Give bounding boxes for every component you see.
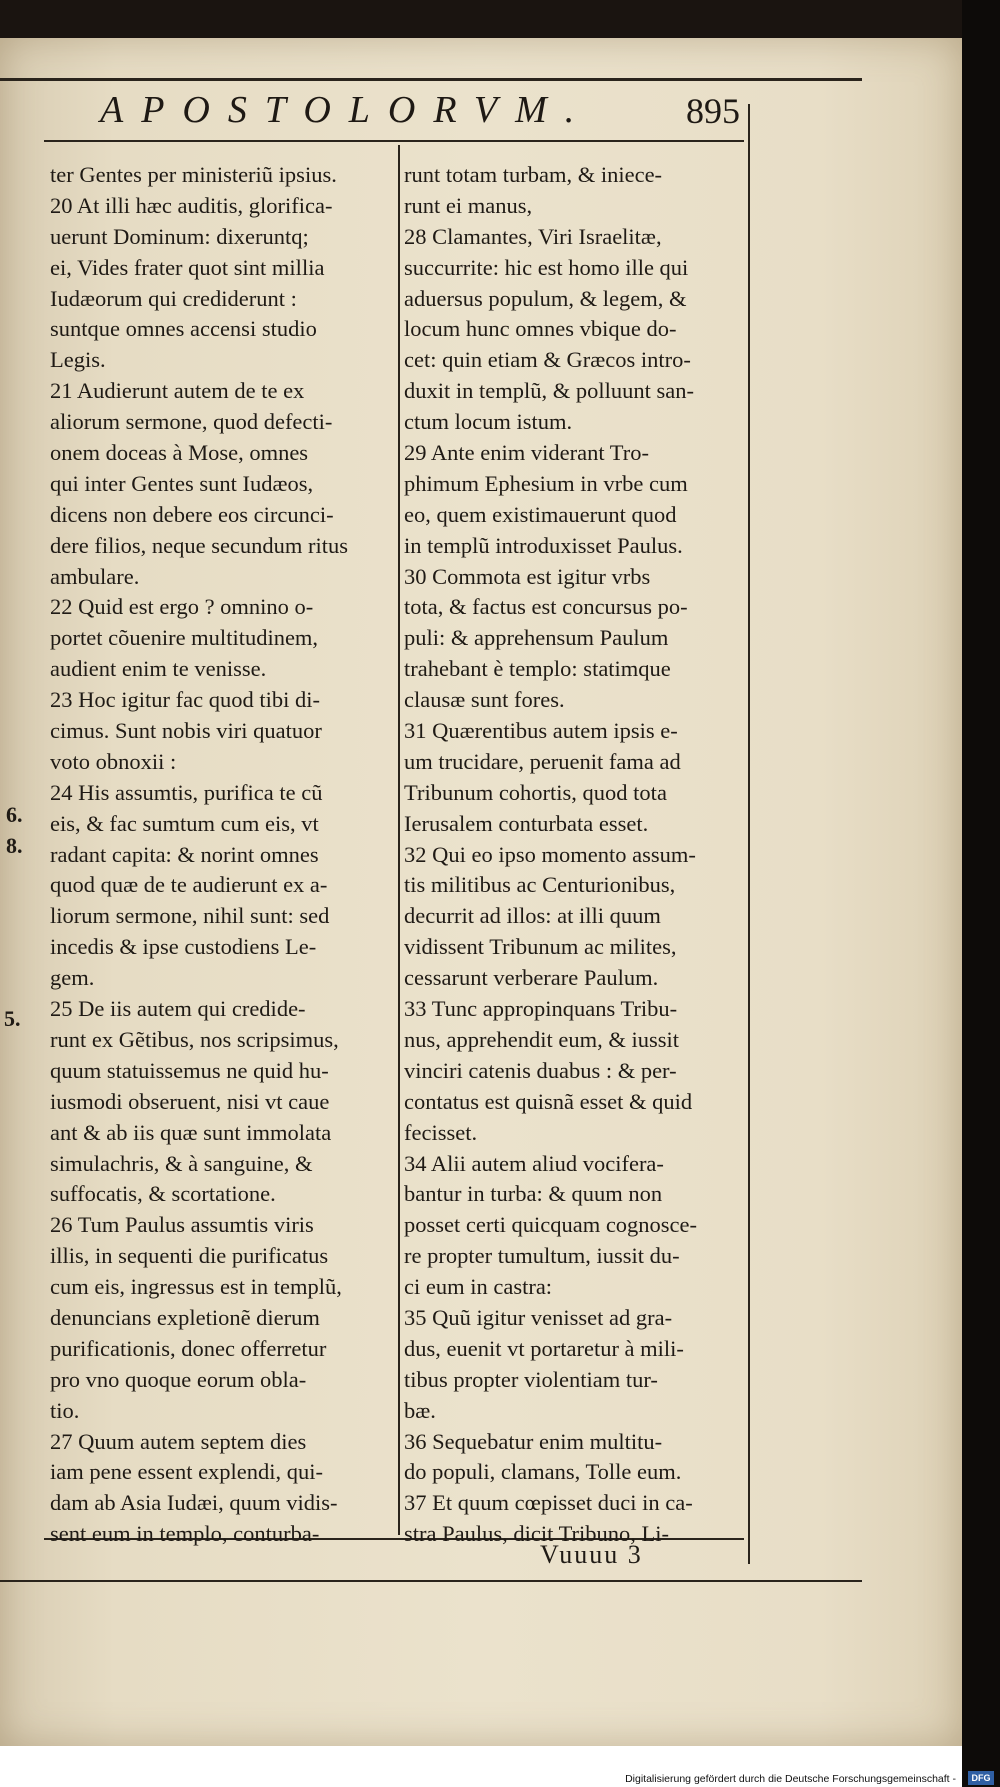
text-line: voto obnoxii : [50, 748, 177, 774]
text-line: vinciri catenis duabus : & per- [404, 1057, 677, 1083]
text-line: dicens non debere eos circunci- [50, 501, 334, 527]
text-line: qui inter Gentes sunt Iudæos, [50, 470, 314, 496]
text-line: portet cõuenire multitudinem, [50, 625, 319, 651]
text-line: cet: quin etiam & Græcos intro- [404, 347, 691, 373]
text-line: ter Gentes per ministeriũ ipsius. [50, 162, 337, 187]
text-line: iam pene essent explendi, qui- [50, 1459, 324, 1485]
text-line: tota, & factus est concursus po- [404, 594, 688, 620]
text-line: runt totam turbam, & iniece- [404, 162, 663, 187]
text-line: 32 Qui eo ipso momento assum- [404, 841, 696, 867]
text-line: 24 His assumtis, purifica te cũ [50, 779, 323, 805]
right-border-rule [748, 104, 750, 1564]
column-divider [398, 145, 400, 1535]
text-line: dere filios, neque secundum ritus [50, 532, 349, 558]
text-line: suffocatis, & scortatione. [50, 1181, 276, 1207]
text-line: locum hunc omnes vbique do- [404, 316, 677, 342]
text-line: simulachris, & à sanguine, & [50, 1150, 313, 1176]
text-line: aliorum sermone, quod defecti- [50, 409, 333, 435]
text-line: 35 Quũ igitur venisset ad gra- [404, 1304, 673, 1330]
text-line: Ierusalem conturbata esset. [404, 810, 649, 836]
text-line: 23 Hoc igitur fac quod tibi di- [50, 687, 320, 713]
text-line: vidissent Tribunum ac milites, [404, 934, 677, 960]
text-line: 37 Et quum cœpisset duci in ca- [404, 1490, 693, 1516]
text-line: nus, apprehendit eum, & iussit [404, 1026, 679, 1052]
text-line: cum eis, ingressus est in templũ, [50, 1274, 342, 1300]
text-line: tis militibus ac Centurionibus, [404, 872, 676, 898]
text-line: decurrit ad illos: at illi quum [404, 903, 661, 929]
text-line: do populi, clamans, Tolle eum. [404, 1459, 682, 1485]
text-line: gem. [50, 965, 95, 991]
margin-note: 6. [6, 802, 23, 827]
text-line: tio. [50, 1397, 80, 1423]
text-line: stra Paulus, dicit Tribuno, Li- [404, 1521, 670, 1547]
text-line: clausæ sunt fores. [404, 687, 565, 713]
text-line: duxit in templũ, & polluunt san- [404, 378, 694, 404]
top-rule [0, 78, 862, 81]
text-line: quod quæ de te audierunt ex a- [50, 872, 328, 898]
text-line: contatus est quisnã esset & quid [404, 1088, 693, 1114]
right-text-column [404, 160, 744, 1550]
text-line: denuncians expletionẽ dierum [50, 1304, 320, 1330]
bottom-rule [0, 1580, 862, 1582]
text-line: ant & ab iis quæ sunt immolata [50, 1119, 332, 1145]
text-line: iusmodi obseruent, nisi vt caue [50, 1088, 330, 1114]
text-line: phimum Ephesium in vrbe cum [404, 470, 688, 496]
text-line: re propter tumultum, iussit du- [404, 1243, 680, 1269]
text-line: Tribunum cohortis, quod tota [404, 779, 667, 805]
text-line: 28 Clamantes, Viri Israelitæ, [404, 223, 662, 249]
text-line: Legis. [50, 347, 106, 373]
text-line: cimus. Sunt nobis viri quatuor [50, 718, 322, 744]
text-line: 21 Audierunt autem de te ex [50, 378, 305, 404]
text-line: cessarunt verberare Paulum. [404, 965, 659, 991]
text-line: 27 Quum autem septem dies [50, 1428, 307, 1454]
text-line: dus, euenit vt portaretur à mili- [404, 1335, 684, 1361]
text-line: ambulare. [50, 563, 140, 589]
text-line: aduersus populum, & legem, & [404, 285, 687, 311]
text-line: eis, & fac sumtum cum eis, vt [50, 810, 319, 836]
running-title: APOSTOLORVM. [100, 89, 593, 131]
text-line: eo, quem existimauerunt quod [404, 501, 677, 527]
page-number: 895 [686, 91, 740, 131]
text-line: illis, in sequenti die purificatus [50, 1243, 329, 1269]
text-line: 22 Quid est ergo ? omnino o- [50, 594, 314, 620]
digitization-credit: Digitalisierung gefördert durch die Deutsche Forschungsgemeinschaft - [625, 1773, 956, 1785]
text-line: in templũ introduxisset Paulus. [404, 532, 683, 558]
text-line: ctum locum istum. [404, 409, 573, 435]
text-line: posset certi quicquam cognosce- [404, 1212, 698, 1238]
text-line: 36 Sequebatur enim multitu- [404, 1428, 663, 1454]
text-line: suntque omnes accensi studio [50, 316, 317, 342]
text-line: um trucidare, peruenit fama ad [404, 748, 681, 774]
text-line: tibus propter violentiam tur- [404, 1366, 658, 1392]
text-line: puli: & apprehensum Paulum [404, 625, 669, 651]
text-line: succurrite: hic est homo ille qui [404, 254, 689, 280]
text-line: purificationis, donec offerretur [50, 1335, 327, 1361]
text-line: runt ei manus, [404, 192, 533, 218]
text-line: Iudæorum qui crediderunt : [50, 285, 297, 311]
text-line: 30 Commota est igitur vrbs [404, 563, 651, 589]
text-line: incedis & ipse custodiens Le- [50, 934, 317, 960]
text-line: trahebant è templo: statimque [404, 656, 671, 682]
text-line: audient enim te venisse. [50, 656, 267, 682]
text-line: 25 De iis autem qui credide- [50, 996, 306, 1022]
text-line: ei, Vides frater quot sint millia [50, 254, 325, 280]
text-line: liorum sermone, nihil sunt: sed [50, 903, 330, 929]
text-line: runt ex Gẽtibus, nos scripsimus, [50, 1026, 339, 1052]
left-text-column [50, 160, 390, 1550]
text-line: 31 Quærentibus autem ipsis e- [404, 718, 678, 744]
text-line: fecisset. [404, 1119, 478, 1145]
margin-note: 8. [6, 833, 23, 858]
book-spine-shadow [962, 0, 1000, 1787]
text-line: 20 At illi hæc auditis, glorifica- [50, 192, 333, 218]
text-line: 34 Alii autem aliud vocifera- [404, 1150, 664, 1176]
text-line: bantur in turba: & quum non [404, 1181, 663, 1207]
margin-note: 5. [4, 1006, 21, 1031]
text-line: onem doceas à Mose, omnes [50, 440, 309, 466]
header-rule [44, 140, 744, 142]
text-line: 33 Tunc appropinquans Tribu- [404, 996, 678, 1022]
text-line: pro vno quoque eorum obla- [50, 1366, 307, 1392]
text-line: bæ. [404, 1397, 436, 1423]
signature-mark: Vuuuu 3 [540, 1540, 643, 1569]
dfg-logo: DFG [968, 1771, 994, 1785]
text-line: ci eum in castra: [404, 1274, 553, 1300]
text-line: quum statuissemus ne quid hu- [50, 1057, 329, 1083]
text-line: sent eum in templo, conturba- [50, 1521, 320, 1547]
text-line: uerunt Dominum: dixeruntq; [50, 223, 309, 249]
text-line: 29 Ante enim viderant Tro- [404, 440, 649, 466]
text-line: dam ab Asia Iudæi, quum vidis- [50, 1490, 338, 1516]
text-line: radant capita: & norint omnes [50, 841, 319, 867]
text-line: 26 Tum Paulus assumtis viris [50, 1212, 314, 1238]
